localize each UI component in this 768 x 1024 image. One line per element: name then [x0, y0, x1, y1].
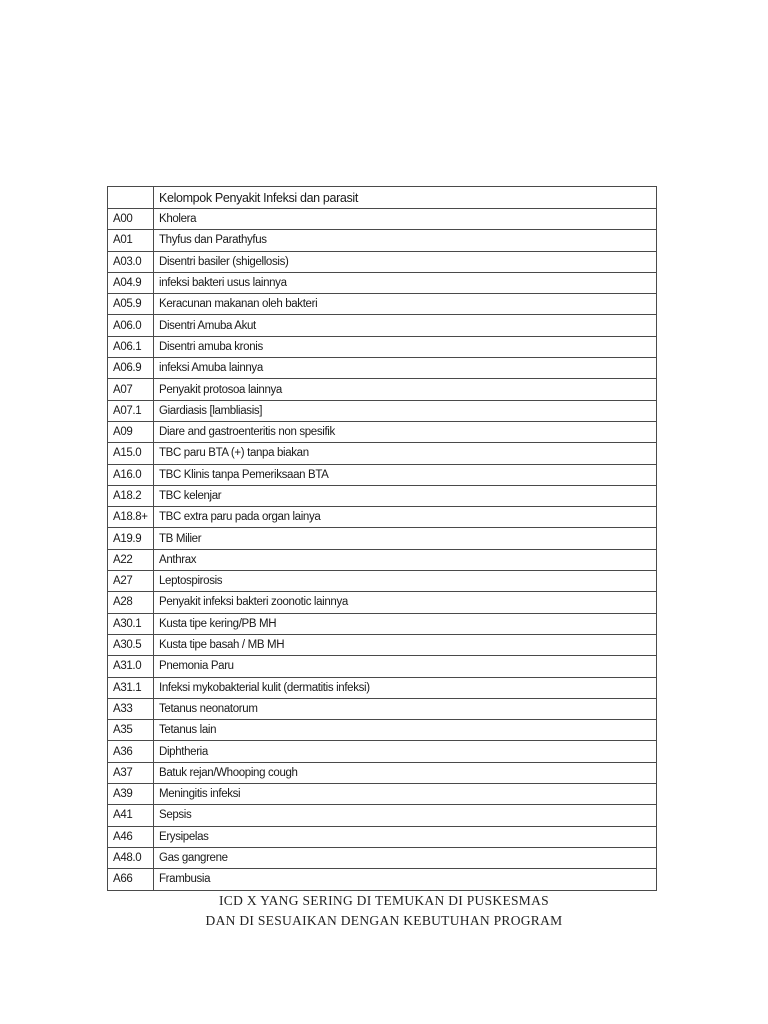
icd-code-cell: A05.9 [108, 294, 154, 315]
disease-name-cell: Batuk rejan/Whooping cough [154, 762, 657, 783]
icd-code-cell: A30.1 [108, 613, 154, 634]
disease-name-cell: Infeksi mykobakterial kulit (dermatitis infeksi) [154, 677, 657, 698]
table-row [108, 507, 657, 528]
disease-name-cell: Tetanus lain [154, 720, 657, 741]
disease-name-cell: Disentri basiler (shigellosis) [154, 251, 657, 272]
table-row [108, 677, 657, 698]
table-row [108, 272, 657, 293]
disease-name-cell: Gas gangrene [154, 847, 657, 868]
icd-code-cell: A41 [108, 805, 154, 826]
table-row [108, 209, 657, 230]
icd-code-cell: A22 [108, 549, 154, 570]
disease-name-cell: Sepsis [154, 805, 657, 826]
icd-table [107, 186, 657, 891]
icd-code-cell: A18.8+ [108, 507, 154, 528]
table-row [108, 230, 657, 251]
icd-code-cell: A04.9 [108, 272, 154, 293]
disease-name-cell: Pnemonia Paru [154, 656, 657, 677]
disease-name-cell: Diphtheria [154, 741, 657, 762]
icd-code-cell: A66 [108, 869, 154, 890]
disease-name-cell: Kholera [154, 209, 657, 230]
icd-code-cell: A06.1 [108, 336, 154, 357]
disease-name-cell: Keracunan makanan oleh bakteri [154, 294, 657, 315]
caption-line-2: DAN DI SESUAIKAN DENGAN KEBUTUHAN PROGRAM [205, 913, 563, 928]
table-row [108, 698, 657, 719]
table-row [108, 294, 657, 315]
table-row [108, 847, 657, 868]
table-row [108, 634, 657, 655]
header-code-cell [108, 187, 154, 209]
icd-code-cell: A33 [108, 698, 154, 719]
table-row [108, 336, 657, 357]
icd-code-cell: A31.0 [108, 656, 154, 677]
disease-name-cell: Disentri amuba kronis [154, 336, 657, 357]
icd-code-cell: A46 [108, 826, 154, 847]
table-row [108, 315, 657, 336]
table-header [108, 187, 657, 209]
table-row [108, 613, 657, 634]
table-row [108, 528, 657, 549]
table-row [108, 762, 657, 783]
caption-line-1: ICD X YANG SERING DI TEMUKAN DI PUSKESMAS [219, 893, 549, 908]
icd-code-cell: A48.0 [108, 847, 154, 868]
icd-code-cell: A01 [108, 230, 154, 251]
icd-code-cell: A18.2 [108, 485, 154, 506]
table-body [108, 209, 657, 891]
icd-code-cell: A09 [108, 421, 154, 442]
icd-code-cell: A19.9 [108, 528, 154, 549]
table-row [108, 358, 657, 379]
disease-name-cell: infeksi bakteri usus lainnya [154, 272, 657, 293]
table-row [108, 592, 657, 613]
table-row [108, 571, 657, 592]
icd-code-cell: A03.0 [108, 251, 154, 272]
table-row [108, 485, 657, 506]
document-caption [0, 891, 768, 931]
header-row [108, 187, 657, 209]
disease-name-cell: Penyakit protosoa lainnya [154, 379, 657, 400]
table-row [108, 805, 657, 826]
disease-name-cell: TBC paru BTA (+) tanpa biakan [154, 443, 657, 464]
icd-code-cell: A35 [108, 720, 154, 741]
icd-code-cell: A36 [108, 741, 154, 762]
table-row [108, 784, 657, 805]
table-row [108, 251, 657, 272]
disease-name-cell: Kusta tipe basah / MB MH [154, 634, 657, 655]
icd-code-cell: A15.0 [108, 443, 154, 464]
icd-code-cell: A00 [108, 209, 154, 230]
disease-name-cell: Giardiasis [lambliasis] [154, 400, 657, 421]
disease-name-cell: TBC extra paru pada organ lainya [154, 507, 657, 528]
table-row [108, 379, 657, 400]
disease-name-cell: Thyfus dan Parathyfus [154, 230, 657, 251]
table-row [108, 464, 657, 485]
disease-name-cell: TBC kelenjar [154, 485, 657, 506]
icd-code-cell: A39 [108, 784, 154, 805]
icd-code-cell: A28 [108, 592, 154, 613]
icd-code-cell: A06.0 [108, 315, 154, 336]
icd-code-cell: A07.1 [108, 400, 154, 421]
icd-code-cell: A30.5 [108, 634, 154, 655]
table-row [108, 549, 657, 570]
table-row [108, 869, 657, 890]
disease-name-cell: TB Milier [154, 528, 657, 549]
disease-name-cell: Meningitis infeksi [154, 784, 657, 805]
disease-name-cell: Diare and gastroenteritis non spesifik [154, 421, 657, 442]
disease-name-cell: infeksi Amuba lainnya [154, 358, 657, 379]
disease-name-cell: Disentri Amuba Akut [154, 315, 657, 336]
icd-code-cell: A31.1 [108, 677, 154, 698]
disease-name-cell: Anthrax [154, 549, 657, 570]
icd-code-cell: A07 [108, 379, 154, 400]
header-group-title: Kelompok Penyakit Infeksi dan parasit [154, 187, 657, 209]
disease-name-cell: Penyakit infeksi bakteri zoonotic lainnya [154, 592, 657, 613]
disease-name-cell: Tetanus neonatorum [154, 698, 657, 719]
table-row [108, 826, 657, 847]
disease-name-cell: TBC Klinis tanpa Pemeriksaan BTA [154, 464, 657, 485]
table-row [108, 720, 657, 741]
disease-name-cell: Erysipelas [154, 826, 657, 847]
icd-code-cell: A16.0 [108, 464, 154, 485]
icd-code-cell: A27 [108, 571, 154, 592]
icd-code-cell: A06.9 [108, 358, 154, 379]
table-row [108, 443, 657, 464]
table-row [108, 656, 657, 677]
table-row [108, 741, 657, 762]
table-row [108, 421, 657, 442]
disease-name-cell: Frambusia [154, 869, 657, 890]
table-row [108, 400, 657, 421]
icd-code-cell: A37 [108, 762, 154, 783]
disease-name-cell: Leptospirosis [154, 571, 657, 592]
disease-name-cell: Kusta tipe kering/PB MH [154, 613, 657, 634]
